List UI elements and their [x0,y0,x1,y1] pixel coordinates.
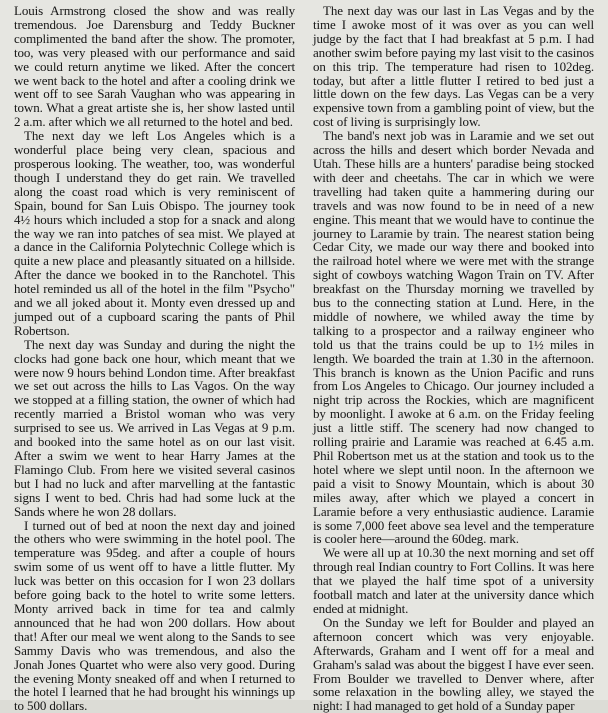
right-column [313,4,594,713]
paragraph: The next day was our last in Las Vegas and by the time I awoke most of it was over as you can well judge by the fact that I had breakfast at 5 p.m. I had another swim before paying my last visit to the casinos on this trip. The temperature had risen to 102deg. today, but after a little flutter I retired to bed just a little down on the few days. Las Vegas can be a very expensive town from a gambling point of view, but the cost of living is surprisingly low. [313,3,594,130]
paragraph: On the Sunday we left for Boulder and played an afternoon concert which was very enjoyable. Afterwards, Graham and I went off for a meal and Graham's salad was about the biggest I have ever seen. From Boulder we travelled to Denver where, after some relaxation in the bowling alley, we stayed the night: I had managed to get hold of a Sunday paper [313,614,594,713]
paragraph: Louis Armstrong closed the show and was really tremendous. Joe Darensburg and Teddy Buckner complimented the band after the show. The promoter, too, was very pleased with our performance and said we could return anytime we liked. After the concert we went back to the hotel and after a cooling drink we went off to see Sarah Vaughan who was appearing in town. What a great artiste she is, her show lasted until 2 a.m. after which we all returned to the hotel and bed. [14,3,295,130]
paragraph: The band's next job was in Laramie and we set out across the hills and desert which border Nevada and Utah. These hills are a hunters' paradise being stocked with deer and cheetahs. The car in which we were travelling had taken quite a hammering during our travels and was now found to be in need of a new engine. This meant that we would have to continue the journey to Laramie by train. The nearest station being Cedar City, we made our way there and booked into the railroad hotel where we were met with the strange sight of cowboys watching Wagon Train on TV. After breakfast on the Thursday morning we travelled by bus to the connecting station at Lund. Here, in the middle of nowhere, we whiled away the time by talking to a prospector and a railway engineer who told us that the trains could be up to 1½ miles in length. We boarded the train at 1.30 in the afternoon. This branch is known as the Union Pacific and runs from Los Angeles to Chicago. Our journey included a night trip across the Rockies, which are magnificent by moonlight. I awoke at 6 a.m. on the Friday feeling just a little stiff. The scenery had now changed to rolling prairie and Laramie was reached at 6.45 a.m. Phil Robertson met us at the station and took us to the hotel where we slept until noon. In the afternoon we paid a visit to Snowy Mountain, which is about 30 miles away, after which we played a concert in Laramie before a very enthusiastic audience. Laramie is some 7,000 feet above sea level and the temperature is cooler here—around the 60deg. mark. [313,128,594,547]
article-body [14,4,594,713]
left-column [14,4,295,713]
paragraph: We were all up at 10.30 the next morning and set off through real Indian country to Fort Collins. It was here that we played the half time spot of a university football match and later at the university dance which ended at midnight. [313,545,594,616]
paragraph: I turned out of bed at noon the next day and joined the others who were swimming in the hotel pool. The temperature was 95deg. and after a couple of hours swim some of us went off to have a little flutter. My luck was better on this occasion for I won 23 dollars before going back to the hotel to write some letters. Monty arrived back in time for tea and calmly announced that he had won 200 dollars. How about that! After our meal we went along to the Sands to see Sammy Davis who was tremendous, and also the Jonah Jones Quartet who were also very good. During the evening Monty sneaked off and when I returned to the hotel I learned that he had brought his winnings up to 500 dollars. [14,517,295,713]
paragraph: The next day was Sunday and during the night the clocks had gone back one hour, which meant that we were now 9 hours behind London time. After breakfast we set out across the hills to Las Vagos. On the way we stopped at a filling station, the owner of which had recently married a Bristol woman who was very surprised to see us. We arrived in Las Vegas at 9 p.m. and booked into the same hotel as on our last visit. After a swim we went to hear Harry James at the Flamingo Club. From here we visited several casinos but I had no luck and after marvelling at the fantastic signs I went to bed. Chris had had some luck at the Sands where he won 28 dollars. [14,336,295,519]
paragraph: The next day we left Los Angeles which is a wonderful place being very clean, spacious and prosperous looking. The weather, too, was wonderful though I understand they do get rain. We travelled along the coast road which is very reminiscent of Spain, bound for San Luis Obispo. The journey took 4½ hours which included a stop for a snack and along the way we ran into patches of sea mist. We played at a dance in the California Polytechnic College which is quite a new place and pleasantly situated on a hillside. After the dance we booked in to the Ranchotel. This hotel reminded us all of the hotel in the film "Psycho" and we all joked about it. Monty even dressed up and jumped out of a cupboard scaring the pants of Phil Robertson. [14,128,295,338]
